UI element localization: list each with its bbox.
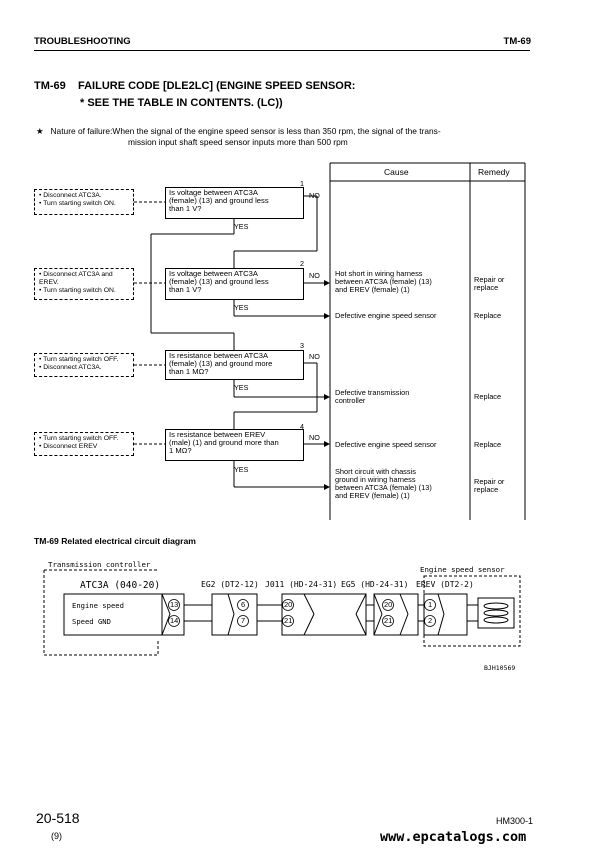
step-2-condition: • Disconnect ATC3A and EREV. • Turn starting switch ON. [34,268,134,300]
step-3-question: Is resistance between ATC3A (female) (13) and ground more than 1 MΩ? [165,350,304,380]
step-1-yes: YES [234,222,249,231]
pin-atc3a-14: 14 [170,616,179,625]
pin-eg5-21: 21 [384,616,393,625]
pin-eg2-7: 7 [241,616,246,625]
step-4-condition: • Turn starting switch OFF. • Disconnect EREV [34,432,134,456]
page-number: 20-518 [36,810,80,826]
step-1-question: Is voltage between ATC3A (female) (13) and ground less than 1 V? [165,187,304,219]
figure-id: BJH10569 [484,664,516,672]
step-1-number: 1 [300,179,304,188]
result-2-cause: Defective engine speed sensor [335,311,437,320]
sensor-label: Engine speed sensor [420,565,505,574]
step-4-no: NO [309,433,320,442]
connector-j011: J011 (HD-24-31) [265,580,338,589]
watermark: www.epcatalogs.com [380,829,527,845]
connector-eg5: EG5 (HD-24-31) [341,580,409,589]
page-sub: (9) [51,831,62,841]
step-3-condition: • Turn starting switch OFF. • Disconnect ATC3A. [34,353,134,377]
pin-eg5-20: 20 [384,600,393,609]
cause-header: Cause [384,167,409,177]
controller-label: Transmission controller [48,560,151,569]
connector-atc3a: ATC3A (040-20) [80,580,161,591]
step-3-no: NO [309,352,320,361]
step-2-yes: YES [234,303,249,312]
step-1-no: NO [309,191,320,200]
step-2-number: 2 [300,259,304,268]
step-2-no: NO [309,271,320,280]
step-4-yes: YES [234,465,249,474]
nature-line-1: Nature of failure:When the signal of the engine speed sensor is less than 350 rpm, the signal of the trans- [50,126,441,136]
result-4-cause: Defective engine speed sensor [335,440,437,449]
header-code: TM-69 [503,36,531,47]
model-code: HM300-1 [496,816,534,826]
result-3-remedy: Replace [474,392,502,401]
star-icon: ★ [36,126,44,136]
result-5-cause: Short circuit with chassis ground in wiring harness between ATC3A (female) (13) and EREV (female) (1) [335,467,432,500]
result-4-remedy: Replace [474,440,502,449]
pin-j011-21: 21 [284,616,293,625]
step-4-number: 4 [300,422,304,431]
circuit-heading: TM-69 Related electrical circuit diagram [34,536,196,546]
step-4-question: Is resistance between EREV (male) (1) and ground more than 1 MΩ? [165,429,304,461]
pin-erev-2: 2 [428,616,433,625]
step-3-yes: YES [234,383,249,392]
nature-line-2: mission input shaft speed sensor inputs more than 500 rpm [128,137,348,147]
signal-speed-gnd: Speed GND [72,617,111,626]
connector-eg2: EG2 (DT2-12) [201,580,259,589]
title-code: TM-69 [34,80,66,92]
result-5-remedy: Repair or replace [474,477,505,494]
page-subtitle: * SEE THE TABLE IN CONTENTS. (LC)) [80,97,283,109]
signal-engine-speed: Engine speed [72,601,124,610]
step-2-question: Is voltage between ATC3A (female) (13) and ground less than 1 V? [165,268,304,300]
step-3-number: 3 [300,341,304,350]
result-1-cause: Hot short in wiring harness between ATC3A (female) (13) and EREV (female) (1) [335,269,432,294]
result-1-remedy: Repair or replace [474,275,505,292]
pin-erev-1: 1 [428,600,433,609]
title-text: FAILURE CODE [DLE2LC] (ENGINE SPEED SENSOR: [78,80,356,92]
pin-eg2-6: 6 [241,600,246,609]
remedy-header: Remedy [478,167,510,177]
header-section: TROUBLESHOOTING [34,36,131,47]
result-2-remedy: Replace [474,311,502,320]
pin-j011-20: 20 [284,600,293,609]
pin-atc3a-13: 13 [170,600,179,609]
step-1-condition: • Disconnect ATC3A. • Turn starting switch ON. [34,189,134,215]
result-3-cause: Defective transmission controller [335,388,410,405]
connector-erev: EREV (DT2-2) [416,580,474,589]
